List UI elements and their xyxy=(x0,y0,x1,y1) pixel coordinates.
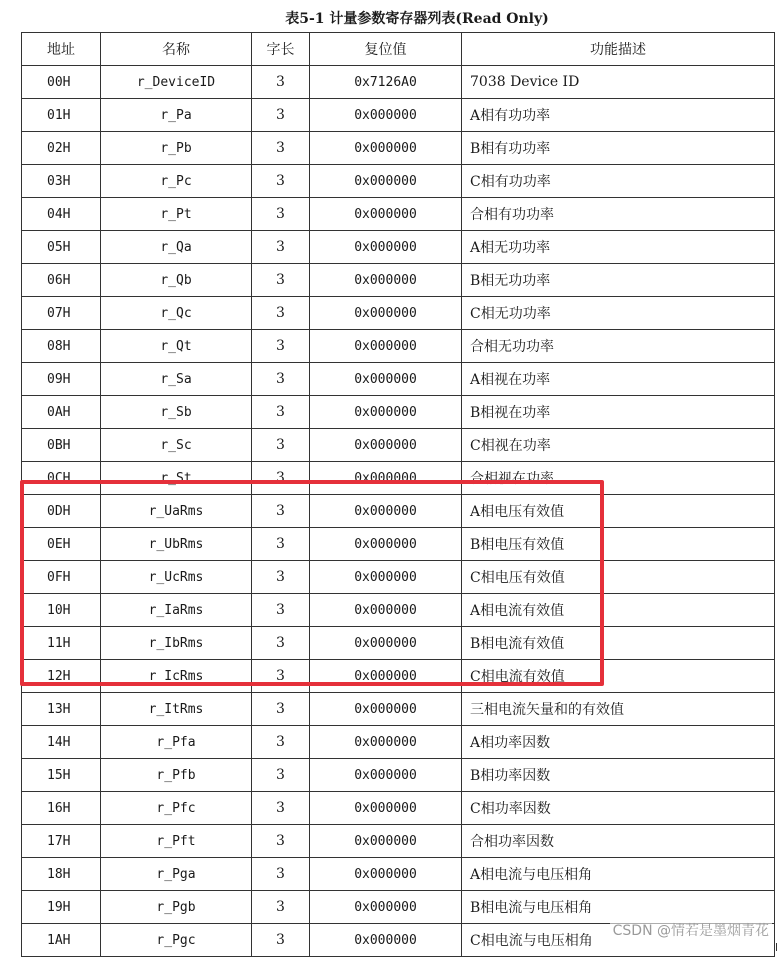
cell-word-length: 3 xyxy=(252,330,310,363)
cell-name: r_Sb xyxy=(101,396,252,429)
cell-description: B相有功功率 xyxy=(462,132,775,165)
cell-word-length: 3 xyxy=(252,627,310,660)
table-row xyxy=(22,132,775,165)
cell-address: 1AH xyxy=(22,924,101,957)
cell-word-length: 3 xyxy=(252,495,310,528)
cell-word-length: 3 xyxy=(252,132,310,165)
table-row xyxy=(22,396,775,429)
table-row xyxy=(22,363,775,396)
cell-address: 10H xyxy=(22,594,101,627)
table-row xyxy=(22,99,775,132)
table-row xyxy=(22,330,775,363)
cell-reset-value: 0x000000 xyxy=(310,429,462,462)
cell-address: 0CH xyxy=(22,462,101,495)
cell-reset-value: 0x000000 xyxy=(310,495,462,528)
cell-description: C相电流有效值 xyxy=(462,660,775,693)
cell-description: B相电流有效值 xyxy=(462,627,775,660)
cell-name: r_Sc xyxy=(101,429,252,462)
cell-word-length: 3 xyxy=(252,825,310,858)
cell-word-length: 3 xyxy=(252,693,310,726)
table-row xyxy=(22,462,775,495)
cell-name: r_St xyxy=(101,462,252,495)
cell-reset-value: 0x000000 xyxy=(310,924,462,957)
cell-name: r_Qa xyxy=(101,231,252,264)
cell-address: 04H xyxy=(22,198,101,231)
table-caption: 表5-1 计量参数寄存器列表(Read Only) xyxy=(285,11,549,27)
cell-word-length: 3 xyxy=(252,462,310,495)
register-table xyxy=(21,32,775,957)
cell-word-length: 3 xyxy=(252,396,310,429)
cell-name: r_Pc xyxy=(101,165,252,198)
cell-reset-value: 0x000000 xyxy=(310,726,462,759)
cell-name: r_Pa xyxy=(101,99,252,132)
cell-name: r_Pft xyxy=(101,825,252,858)
cell-address: 02H xyxy=(22,132,101,165)
table-row xyxy=(22,264,775,297)
table-row xyxy=(22,231,775,264)
cell-address: 01H xyxy=(22,99,101,132)
cell-address: 17H xyxy=(22,825,101,858)
cell-word-length: 3 xyxy=(252,858,310,891)
cell-word-length: 3 xyxy=(252,528,310,561)
cell-name: r_UcRms xyxy=(101,561,252,594)
cell-description: 7038 Device ID xyxy=(462,66,775,99)
cell-reset-value: 0x000000 xyxy=(310,297,462,330)
table-row xyxy=(22,858,775,891)
cell-reset-value: 0x000000 xyxy=(310,264,462,297)
cell-reset-value: 0x000000 xyxy=(310,528,462,561)
table-row xyxy=(22,528,775,561)
cell-name: r_IbRms xyxy=(101,627,252,660)
cell-address: 03H xyxy=(22,165,101,198)
cell-reset-value: 0x000000 xyxy=(310,660,462,693)
cell-reset-value: 0x000000 xyxy=(310,858,462,891)
table-row xyxy=(22,66,775,99)
cell-name: r_UbRms xyxy=(101,528,252,561)
cell-address: 0BH xyxy=(22,429,101,462)
cell-reset-value: 0x000000 xyxy=(310,132,462,165)
table-row xyxy=(22,792,775,825)
cell-reset-value: 0x000000 xyxy=(310,792,462,825)
cell-description: C相视在功率 xyxy=(462,429,775,462)
table-row xyxy=(22,165,775,198)
cell-reset-value: 0x000000 xyxy=(310,462,462,495)
cell-description: 合相无功功率 xyxy=(462,330,775,363)
cell-address: 0EH xyxy=(22,528,101,561)
cell-name: r_Pfc xyxy=(101,792,252,825)
cell-word-length: 3 xyxy=(252,363,310,396)
cell-description: A相电流与电压相角 xyxy=(462,858,775,891)
cell-description: B相电压有效值 xyxy=(462,528,775,561)
cell-word-length: 3 xyxy=(252,264,310,297)
table-row xyxy=(22,627,775,660)
cell-address: 05H xyxy=(22,231,101,264)
cell-description: 合相有功功率 xyxy=(462,198,775,231)
cell-address: 16H xyxy=(22,792,101,825)
cell-word-length: 3 xyxy=(252,66,310,99)
cell-name: r_Qb xyxy=(101,264,252,297)
cell-word-length: 3 xyxy=(252,165,310,198)
cell-name: r_Pb xyxy=(101,132,252,165)
table-row xyxy=(22,660,775,693)
cell-reset-value: 0x000000 xyxy=(310,363,462,396)
cell-description: A相电压有效值 xyxy=(462,495,775,528)
cell-description: A相功率因数 xyxy=(462,726,775,759)
cell-reset-value: 0x000000 xyxy=(310,825,462,858)
cell-address: 19H xyxy=(22,891,101,924)
cell-description: 三相电流矢量和的有效值 xyxy=(462,693,775,726)
cell-name: r_Pfa xyxy=(101,726,252,759)
cell-description: C相无功功率 xyxy=(462,297,775,330)
table-body xyxy=(22,66,775,957)
cell-name: r_IaRms xyxy=(101,594,252,627)
cell-address: 11H xyxy=(22,627,101,660)
cell-word-length: 3 xyxy=(252,198,310,231)
cell-name: r_ItRms xyxy=(101,693,252,726)
cell-reset-value: 0x000000 xyxy=(310,627,462,660)
cell-word-length: 3 xyxy=(252,726,310,759)
cell-description: 合相视在功率 xyxy=(462,462,775,495)
header-row xyxy=(22,33,775,66)
cell-description: A相视在功率 xyxy=(462,363,775,396)
cell-reset-value: 0x000000 xyxy=(310,594,462,627)
cell-reset-value: 0x000000 xyxy=(310,561,462,594)
table-row xyxy=(22,759,775,792)
table-row xyxy=(22,726,775,759)
cell-address: 0AH xyxy=(22,396,101,429)
table-row xyxy=(22,693,775,726)
table-row xyxy=(22,429,775,462)
cell-description: B相无功功率 xyxy=(462,264,775,297)
cell-reset-value: 0x000000 xyxy=(310,99,462,132)
cell-word-length: 3 xyxy=(252,924,310,957)
table-row xyxy=(22,297,775,330)
table-row xyxy=(22,198,775,231)
cell-name: r_Qt xyxy=(101,330,252,363)
cell-name: r_Qc xyxy=(101,297,252,330)
cell-word-length: 3 xyxy=(252,792,310,825)
cell-word-length: 3 xyxy=(252,660,310,693)
cell-name: r_UaRms xyxy=(101,495,252,528)
header-name: 名称 xyxy=(101,33,252,66)
cell-address: 0DH xyxy=(22,495,101,528)
cell-description: 合相功率因数 xyxy=(462,825,775,858)
cell-name: r_Pga xyxy=(101,858,252,891)
cell-word-length: 3 xyxy=(252,561,310,594)
cell-reset-value: 0x000000 xyxy=(310,759,462,792)
cell-address: 06H xyxy=(22,264,101,297)
cell-word-length: 3 xyxy=(252,231,310,264)
cell-address: 13H xyxy=(22,693,101,726)
cell-address: 09H xyxy=(22,363,101,396)
cell-description: C相有功功率 xyxy=(462,165,775,198)
cell-description: A相电流有效值 xyxy=(462,594,775,627)
cell-address: 00H xyxy=(22,66,101,99)
table-row xyxy=(22,825,775,858)
cell-address: 12H xyxy=(22,660,101,693)
cell-name: r_IcRms xyxy=(101,660,252,693)
cell-description: C相电压有效值 xyxy=(462,561,775,594)
cell-address: 08H xyxy=(22,330,101,363)
cell-word-length: 3 xyxy=(252,297,310,330)
cell-reset-value: 0x000000 xyxy=(310,231,462,264)
header-address: 地址 xyxy=(22,33,101,66)
cell-description: B相视在功率 xyxy=(462,396,775,429)
cut-off-row xyxy=(21,943,777,951)
cell-name: r_Pgc xyxy=(101,924,252,957)
cell-address: 15H xyxy=(22,759,101,792)
cell-address: 0FH xyxy=(22,561,101,594)
cell-description: A相无功功率 xyxy=(462,231,775,264)
cell-reset-value: 0x000000 xyxy=(310,330,462,363)
cell-description: B相电流与电压相角 xyxy=(462,891,775,924)
table-row xyxy=(22,594,775,627)
cell-description: C相功率因数 xyxy=(462,792,775,825)
cell-name: r_DeviceID xyxy=(101,66,252,99)
cell-name: r_Pfb xyxy=(101,759,252,792)
cell-word-length: 3 xyxy=(252,429,310,462)
cell-address: 18H xyxy=(22,858,101,891)
table-row xyxy=(22,495,775,528)
cell-description: B相功率因数 xyxy=(462,759,775,792)
cell-reset-value: 0x7126A0 xyxy=(310,66,462,99)
cell-address: 14H xyxy=(22,726,101,759)
cell-name: r_Pgb xyxy=(101,891,252,924)
header-reset-value: 复位值 xyxy=(310,33,462,66)
cell-name: r_Sa xyxy=(101,363,252,396)
watermark: CSDN @情若是墨烟青花 xyxy=(610,919,772,941)
cell-address: 07H xyxy=(22,297,101,330)
cell-reset-value: 0x000000 xyxy=(310,165,462,198)
cell-word-length: 3 xyxy=(252,99,310,132)
header-description: 功能描述 xyxy=(462,33,775,66)
cell-word-length: 3 xyxy=(252,759,310,792)
cell-description: C相电流与电压相角 xyxy=(462,924,775,957)
cell-reset-value: 0x000000 xyxy=(310,396,462,429)
cell-word-length: 3 xyxy=(252,594,310,627)
header-word-length: 字长 xyxy=(252,33,310,66)
cell-reset-value: 0x000000 xyxy=(310,891,462,924)
cell-reset-value: 0x000000 xyxy=(310,693,462,726)
cell-word-length: 3 xyxy=(252,891,310,924)
cell-description: A相有功功率 xyxy=(462,99,775,132)
cell-name: r_Pt xyxy=(101,198,252,231)
cell-reset-value: 0x000000 xyxy=(310,198,462,231)
table-row xyxy=(22,561,775,594)
